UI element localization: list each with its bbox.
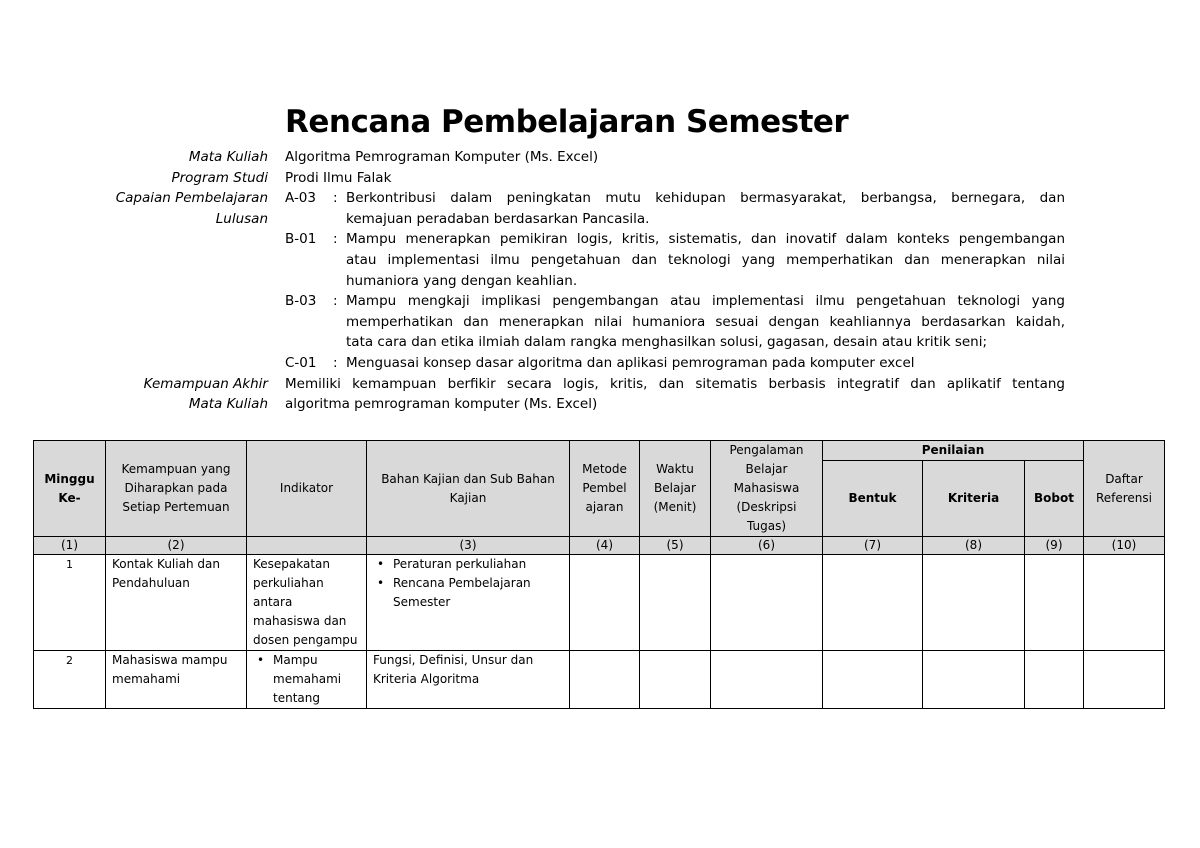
kemampuan-label: Kemampuan Akhir <box>143 375 268 392</box>
cpl-text-line: Mampu menerapkan pemikiran logis, kritis, sistematis, dan inovatif dalam konteks pengembangan <box>346 231 1065 248</box>
cpl-code: B-03 <box>285 293 317 310</box>
header-metode: Metode Pembel ajaran <box>570 441 640 537</box>
bahan-kajian-cell: Fungsi, Definisi, Unsur dan Kriteria Algoritma <box>367 651 570 709</box>
table-row <box>34 651 1165 709</box>
info-row-mata-kuliah <box>0 147 1200 168</box>
pengalaman-cell <box>711 651 823 709</box>
bahan-kajian-list <box>373 555 563 612</box>
header-referensi: Daftar Referensi <box>1084 441 1165 537</box>
rps-table <box>33 440 1165 709</box>
program-studi-label: Program Studi <box>171 169 268 186</box>
cpl-code: B-01 <box>285 231 317 248</box>
bentuk-cell <box>823 651 923 709</box>
header-penilaian: Penilaian <box>823 441 1084 461</box>
cpl-row <box>0 291 1200 312</box>
cpl-separator: : <box>333 354 338 371</box>
table-row <box>34 555 1165 651</box>
indikator-list <box>253 651 360 708</box>
kriteria-cell <box>923 651 1025 709</box>
kemampuan-label: Mata Kuliah <box>188 396 268 413</box>
cpl-row <box>0 209 1200 230</box>
kemampuan-text-line: Memiliki kemampuan berfikir secara logis, kritis, dan sitematis berbasis integratif dan aplikatif tentang <box>285 375 1065 392</box>
kemampuan-cell: Mahasiswa mampu memahami <box>106 651 247 709</box>
metode-cell <box>570 651 640 709</box>
bahan-kajian-cell <box>367 555 570 651</box>
referensi-cell <box>1084 651 1165 709</box>
col-number: (1) <box>34 537 106 555</box>
cpl-row <box>0 188 1200 209</box>
info-row-program-studi <box>0 168 1200 189</box>
col-number: (4) <box>570 537 640 555</box>
cpl-row <box>0 353 1200 374</box>
indikator-cell <box>247 651 367 709</box>
header-bentuk: Bentuk <box>823 461 923 537</box>
header-bahan-kajian: Bahan Kajian dan Sub Bahan Kajian <box>367 441 570 537</box>
cpl-row <box>0 332 1200 353</box>
header-pengalaman: Pengalaman Belajar Mahasiswa (Deskripsi Tugas) <box>711 441 823 537</box>
col-number: (7) <box>823 537 923 555</box>
header-kriteria: Kriteria <box>923 461 1025 537</box>
col-number: (2) <box>106 537 247 555</box>
metode-cell <box>570 555 640 651</box>
col-number: (8) <box>923 537 1025 555</box>
header-minggu: Minggu Ke- <box>34 441 106 537</box>
header-indikator: Indikator <box>247 441 367 537</box>
mata-kuliah-label: Mata Kuliah <box>188 149 268 165</box>
cpl-text-line: humaniora yang dengan keahlian. <box>346 272 578 289</box>
kemampuan-text-line: algoritma pemrograman komputer (Ms. Excel) <box>285 396 598 413</box>
mata-kuliah-value: Algoritma Pemrograman Komputer (Ms. Excel) <box>285 149 599 165</box>
week-number: 1 <box>34 555 106 651</box>
col-number: (6) <box>711 537 823 555</box>
col-number: (5) <box>640 537 711 555</box>
kemampuan-row <box>0 394 1200 415</box>
column-number-row <box>34 537 1165 555</box>
cpl-text-line: tata cara dan etika ilmiah dalam rangka menghasilkan solusi, gagasan, desain atau kritik seni; <box>346 334 988 351</box>
program-studi-value: Prodi Ilmu Falak <box>285 169 392 186</box>
cpl-code: A-03 <box>285 190 316 207</box>
cpl-label: Capaian Pembelajaran <box>115 190 268 207</box>
col-number <box>247 537 367 555</box>
header-bobot: Bobot <box>1025 461 1084 537</box>
cpl-separator: : <box>333 231 338 248</box>
indikator-cell: Kesepakatan perkuliahan antara mahasiswa dan dosen pengampu <box>247 555 367 651</box>
page-title: Rencana Pembelajaran Semester <box>285 104 849 140</box>
waktu-cell <box>640 651 711 709</box>
cpl-text-line: memperhatikan dan menerapkan nilai humaniora sesuai dengan keahliannya berdasarkan kaidah, <box>346 313 1065 330</box>
cpl-separator: : <box>333 293 338 310</box>
cpl-row <box>0 250 1200 271</box>
waktu-cell <box>640 555 711 651</box>
col-number: (3) <box>367 537 570 555</box>
col-number: (10) <box>1084 537 1165 555</box>
cpl-row <box>0 312 1200 333</box>
bobot-cell <box>1025 555 1084 651</box>
cpl-row <box>0 229 1200 250</box>
kemampuan-row <box>0 374 1200 395</box>
cpl-code: C-01 <box>285 354 317 371</box>
cpl-text-line: Berkontribusi dalam peningkatan mutu kehidupan bermasyarakat, berbangsa, bernegara, dan <box>346 190 1065 207</box>
cpl-text-line: atau implementasi ilmu pengetahuan dan teknologi yang memperhatikan dan menerapkan nilai <box>346 251 1065 268</box>
list-item: • Rencana Pembelajaran Semester <box>393 574 563 612</box>
referensi-cell <box>1084 555 1165 651</box>
bobot-cell <box>1025 651 1084 709</box>
header-kemampuan: Kemampuan yang Diharapkan pada Setiap Pertemuan <box>106 441 247 537</box>
week-number: 2 <box>34 651 106 709</box>
list-item: • Mampu memahami tentang <box>273 651 360 708</box>
cpl-row <box>0 271 1200 292</box>
pengalaman-cell <box>711 555 823 651</box>
list-item: • Peraturan perkuliahan <box>393 555 563 574</box>
cpl-label: Lulusan <box>215 210 268 227</box>
course-info <box>0 147 1200 415</box>
header-waktu: Waktu Belajar (Menit) <box>640 441 711 537</box>
cpl-separator: : <box>333 190 338 207</box>
cpl-text-line: Mampu mengkaji implikasi pengembangan atau implementasi ilmu pengetahuan teknologi yang <box>346 293 1065 310</box>
bentuk-cell <box>823 555 923 651</box>
kriteria-cell <box>923 555 1025 651</box>
kemampuan-cell: Kontak Kuliah dan Pendahuluan <box>106 555 247 651</box>
col-number: (9) <box>1025 537 1084 555</box>
cpl-text-line: Menguasai konsep dasar algoritma dan aplikasi pemrograman pada komputer excel <box>346 354 915 371</box>
cpl-text-line: kemajuan peradaban berdasarkan Pancasila. <box>346 210 650 227</box>
